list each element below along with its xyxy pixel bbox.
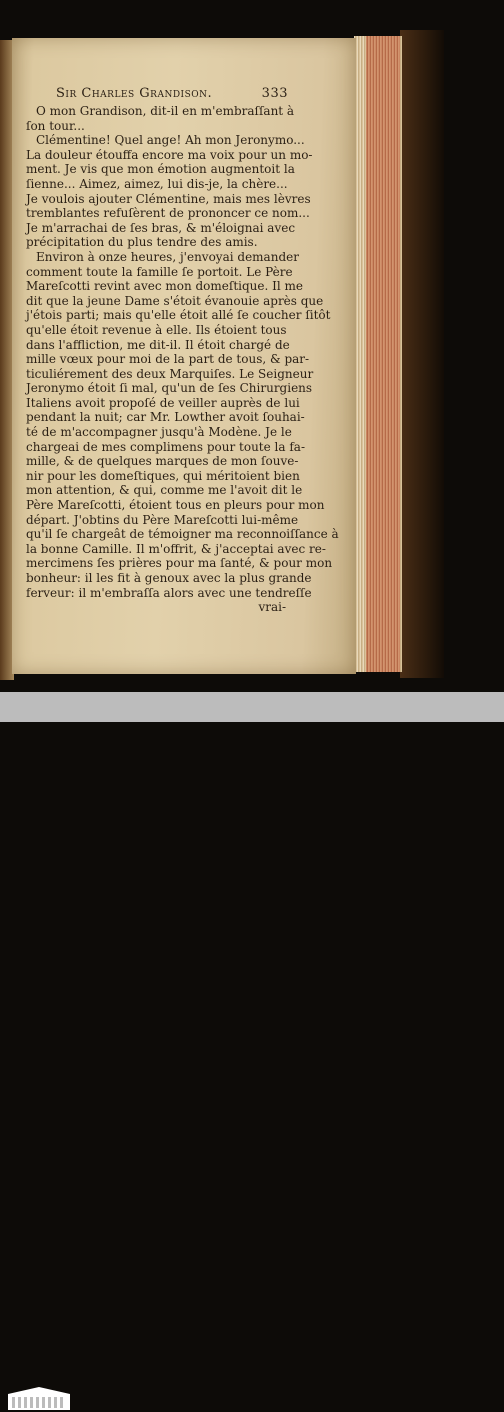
running-head bbox=[56, 86, 288, 101]
text-line: té de m'accompagner jusqu'à Modène. Je le bbox=[26, 425, 292, 440]
text-line: ſon tour... bbox=[26, 118, 85, 133]
viewer-footer-bar bbox=[0, 692, 504, 722]
text-line: mille, & de quelques marques de mon ſouve- bbox=[26, 454, 299, 469]
text-line: Jeronymo étoit ſi mal, qu'un de ſes Chirurgiens bbox=[26, 381, 313, 396]
text-line: chargeai de mes complimens pour toute la fa- bbox=[26, 439, 305, 454]
page-number: 333 bbox=[261, 86, 288, 101]
text-line: ſienne... Aimez, aimez, lui dis-je, la chère... bbox=[26, 176, 288, 191]
text-line: Père Mareſcotti, étoient tous en pleurs pour mon bbox=[26, 498, 325, 513]
text-line: précipitation du plus tendre des amis. bbox=[26, 235, 258, 250]
text-line: bonheur: il les fit à genoux avec la plus grande bbox=[26, 571, 312, 585]
text-line: Je m'arrachai de ſes bras, & m'éloignai avec bbox=[26, 220, 296, 235]
book-cover bbox=[400, 30, 444, 678]
text-line: Je voulois ajouter Clémentine, mais mes lèvres bbox=[26, 191, 311, 206]
text-line: mille vœux pour moi de la part de tous, & par- bbox=[26, 352, 310, 367]
text-line: mercimens ſes prières pour ma ſanté, & pour mon bbox=[26, 556, 333, 571]
text-line: comment toute la famille ſe portoit. Le Père bbox=[26, 264, 293, 279]
text-line: Mareſcotti revint avec mon domeſtique. Il me bbox=[26, 279, 304, 294]
text-line: mon attention, & qui, comme me l'avoit dit le bbox=[26, 483, 303, 498]
text-line: ticuliérement des deux Marquiſes. Le Seigneur bbox=[26, 366, 314, 381]
text-line: ment. Je vis que mon émotion augmentoit la bbox=[26, 162, 295, 177]
red-page-edges bbox=[366, 36, 400, 672]
text-line: la bonne Camille. Il m'offrit, & j'acceptai avec re- bbox=[26, 541, 326, 556]
text-line: Italiens avoit propoſé de veiller auprès de lui bbox=[26, 395, 300, 410]
text-line: ferveur: il m'embraſſa alors avec une tendreſſe bbox=[26, 585, 312, 600]
running-head-title: Sir Charles Grandison. bbox=[56, 86, 213, 101]
library-building-icon bbox=[6, 1386, 72, 1412]
text-line: j'étois parti; mais qu'elle étoit allé ſe coucher ſitôt bbox=[26, 308, 331, 323]
text-line: qu'elle étoit revenue à elle. Ils étoient tous bbox=[26, 322, 287, 337]
text-line: qu'il ſe chargeât de témoigner ma reconnoiſſance à bbox=[26, 527, 339, 542]
body-text bbox=[26, 104, 339, 615]
text-line: La douleur étouffa encore ma voix pour un mo- bbox=[26, 147, 313, 162]
text-line: pendant la nuit; car Mr. Lowther avoit ſouhai- bbox=[26, 410, 305, 425]
text-line: Clémentine! Quel ange! Ah mon Jeronymo... bbox=[36, 133, 305, 148]
text-line: nir pour les domeſtiques, qui méritoient bien bbox=[26, 468, 300, 483]
text-line: Environ à onze heures, j'envoyai demander bbox=[36, 249, 299, 264]
text-line: tremblantes refuſèrent de prononcer ce nom... bbox=[26, 206, 310, 221]
text-line: dans l'affliction, me dit-il. Il étoit chargé de bbox=[26, 337, 290, 352]
catchword: vrai- bbox=[258, 600, 286, 615]
text-line: O mon Grandison, dit-il en m'embraſſant à bbox=[36, 104, 295, 118]
text-line: départ. J'obtins du Père Mareſcotti lui-même bbox=[26, 512, 299, 527]
text-line: dit que la jeune Dame s'étoit évanouie après que bbox=[26, 293, 324, 308]
